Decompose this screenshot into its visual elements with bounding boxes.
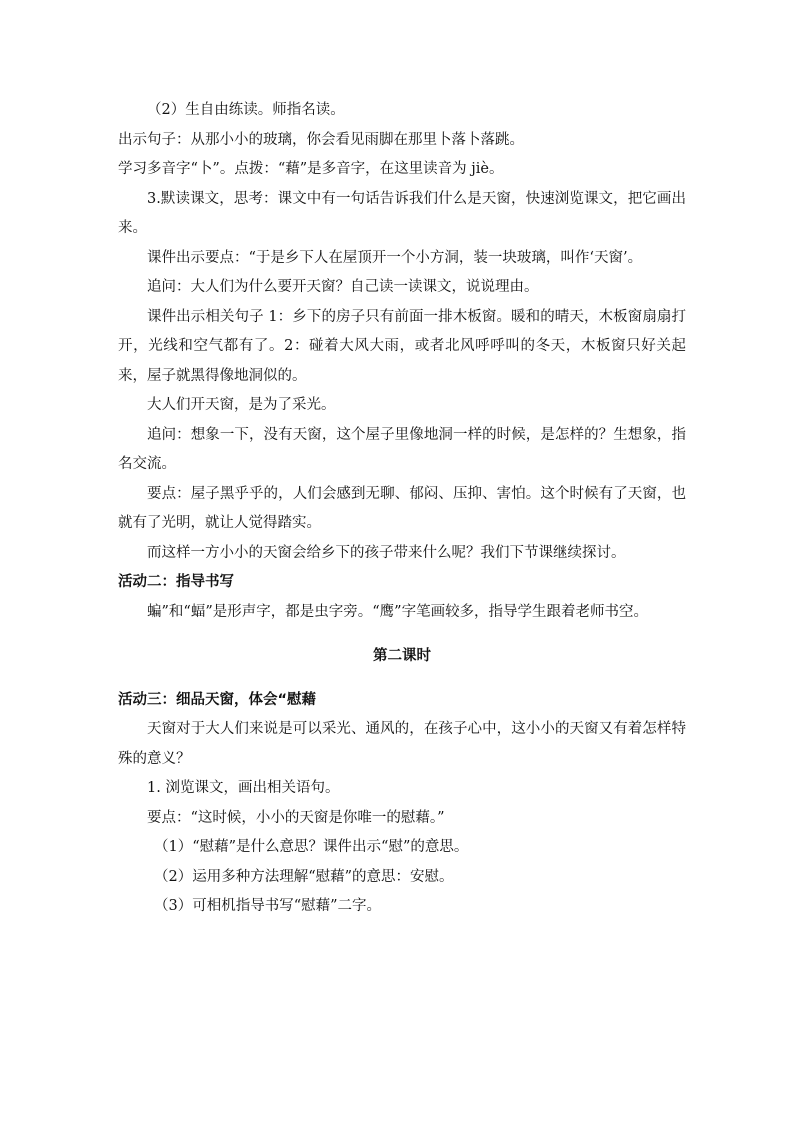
paragraph-browse-text: 1. 浏览课文，画出相关语句。 xyxy=(147,780,340,796)
paragraph-practice-reading: （2）生自由练读。师指名读。 xyxy=(147,102,345,118)
heading-activity-two: 活动二：指导书写 xyxy=(118,574,234,590)
document-body xyxy=(118,96,686,922)
paragraph-writing-guide: 蝙”和“蝠”是形声字，都是虫字旁。“鹰”字笔画较多，指导学生跟着老师书空。 xyxy=(147,603,649,620)
subitem-2: （2）运用多种方法理解“慰藉”的意思：安慰。 xyxy=(154,868,454,885)
paragraph-key-point-comfort: 要点：“这时候，小小的天窗是你唯一的慰藉。” xyxy=(147,809,445,826)
subitem-1: （1）“慰藉”是什么意思？课件出示“慰”的意思。 xyxy=(154,839,469,855)
paragraph-show-sentence: 出示句子：从那小小的玻璃，你会看见雨脚在那里卜落卜落跳。 xyxy=(118,131,524,148)
subitem-3: （3）可相机指导书写“慰藉”二字。 xyxy=(154,898,382,914)
paragraph-key-point-skylight: 课件出示要点：“于是乡下人在屋顶开一个小方洞，装一块玻璃，叫作‘天窗’。 xyxy=(147,249,643,266)
paragraph-polyphonic: 学习多音字“卜”。点拨：“藉”是多音字，在这里读音为 jiè。 xyxy=(118,161,504,177)
paragraph-silent-reading: 3.默读课文，思考：课文中有一句话告诉我们什么是天窗，快速浏览课文，把它画出来。 xyxy=(118,190,686,236)
paragraph-next-lesson: 而这样一方小小的天窗会给乡下的孩子带来什么呢？我们下节课继续探讨。 xyxy=(147,544,626,561)
paragraph-imagine: 追问：想象一下，没有天窗，这个屋子里像地洞一样的时候，是怎样的？生想象，指名交流。 xyxy=(118,426,686,472)
heading-activity-three: 活动三：细品天窗，体会“慰藉 xyxy=(118,691,317,708)
paragraph-skylight-meaning: 天窗对于大人们来说是可以采光、通风的，在孩子心中，这小小的天窗又有着怎样特殊的意义？ xyxy=(118,721,686,767)
paragraph-follow-up-question: 追问：大人们为什么要开天窗？自己读一读课文，说说理由。 xyxy=(147,279,539,295)
paragraph-lighting: 大人们开天窗，是为了采光。 xyxy=(147,397,336,413)
paragraph-key-point-feelings: 要点：屋子黑乎乎的，人们会感到无聊、郁闷、压抑、害怕。这个时候有了天窗，也就有了光明，就让人觉得踏实。 xyxy=(118,485,686,531)
paragraph-related-sentences: 课件出示相关句子 1：乡下的房子只有前面一排木板窗。暖和的晴天，木板窗扇扇打开，光线和空气都有了。2：碰着大风大雨，或者北风呼呼叫的冬天，木板窗只好关起来，屋子就黑得像地洞似的。 xyxy=(118,308,686,384)
section-title-second-lesson: 第二课时 xyxy=(373,647,431,664)
